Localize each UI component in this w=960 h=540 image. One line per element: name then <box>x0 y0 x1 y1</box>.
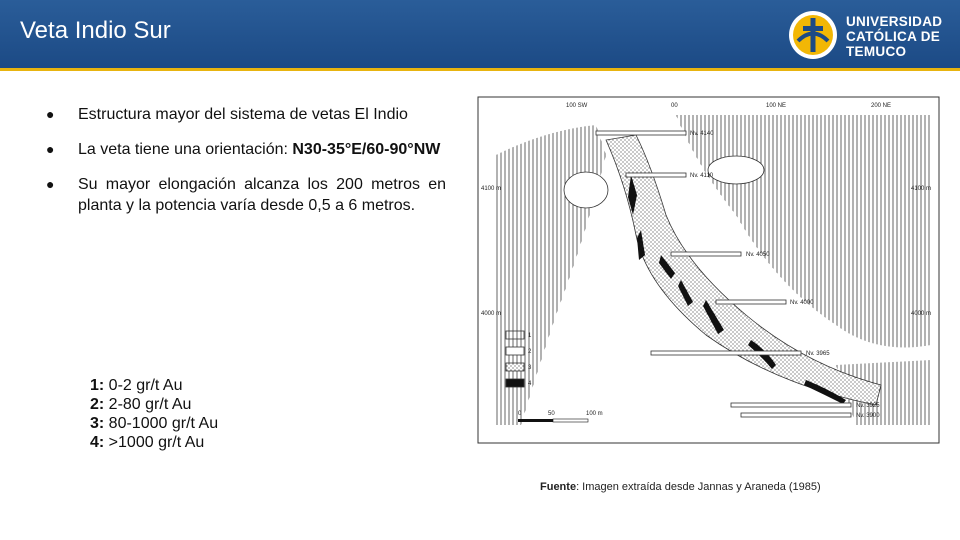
logo-line-1: UNIVERSIDAD <box>846 14 943 29</box>
scale-bar <box>518 419 588 422</box>
vein-section-map <box>476 95 941 445</box>
map-legend-num: 1 <box>528 333 532 339</box>
legend-key: 4: <box>90 434 105 451</box>
blob <box>708 156 764 184</box>
legend-row <box>90 376 218 395</box>
legend-row <box>90 433 218 452</box>
map-top-label: 00 <box>671 103 678 109</box>
map-legend-num: 4 <box>528 381 532 387</box>
elevation-label: 4100 m <box>481 186 502 192</box>
elevation-label: 4100 m <box>911 186 932 192</box>
grade-legend <box>90 376 218 452</box>
bullet-text: Su mayor elongación alcanza los 200 metros en planta y la potencia varía desde 0,5 a 6 metros. <box>78 176 446 214</box>
bullet-dot-icon: ● <box>46 176 55 192</box>
bullet-list <box>44 104 446 230</box>
bullet-dot-icon: ● <box>46 106 55 122</box>
slide-title: Veta Indio Sur <box>20 17 171 44</box>
map-legend-num: 3 <box>528 365 532 371</box>
map-top-label: 100 SW <box>566 103 588 109</box>
logo-wordmark <box>846 14 942 59</box>
legend-value: 2-80 gr/t Au <box>104 396 192 413</box>
legend-value: >1000 gr/t Au <box>104 434 205 451</box>
map-legend-num: 2 <box>528 349 532 355</box>
map-top-label: 100 NE <box>766 103 787 109</box>
legend-key: 3: <box>90 415 105 432</box>
elevation-label: 4000 m <box>481 311 502 317</box>
bullet-item <box>44 174 446 216</box>
legend-row <box>90 414 218 433</box>
legend-value: 80-1000 gr/t Au <box>104 415 219 432</box>
scale-label: 0 <box>518 411 522 417</box>
level-label: Nv. 3900 <box>856 413 880 419</box>
source-label: Fuente <box>540 481 577 493</box>
bullet-text: La veta tiene una orientación: <box>78 141 293 158</box>
level-label: Nv. 4110 <box>690 173 714 179</box>
level-label: Nv. 4050 <box>746 252 770 258</box>
map-top-label: 200 NE <box>871 103 892 109</box>
logo-line-3: TEMUCO <box>846 44 907 59</box>
bullet-item <box>44 139 446 160</box>
level-label: Nv. 4000 <box>790 300 814 306</box>
legend-key: 1: <box>90 377 105 394</box>
logo-line-2: CATÓLICA DE <box>846 29 941 44</box>
blob <box>564 172 608 208</box>
source-text: : Imagen extraída desde Jannas y Araneda (1985) <box>576 481 821 493</box>
scale-label: 50 <box>548 411 555 417</box>
header-accent-line <box>0 68 960 71</box>
bullet-text: Estructura mayor del sistema de vetas El Indio <box>78 106 408 123</box>
scale-label: 100 m <box>586 411 603 417</box>
legend-key: 2: <box>90 396 105 413</box>
image-source-note <box>540 481 821 493</box>
orientation-value: N30-35°E/60-90°NW <box>292 141 441 158</box>
legend-row <box>90 395 218 414</box>
level-label: Nv. 3925 <box>856 403 880 409</box>
level-label: Nv. 3965 <box>806 351 830 357</box>
level-label: Nv. 4140 <box>690 131 714 137</box>
elevation-label: 4000 m <box>911 311 932 317</box>
university-logo <box>786 8 956 62</box>
legend-value: 0-2 gr/t Au <box>104 377 183 394</box>
bullet-dot-icon: ● <box>46 141 55 157</box>
university-seal-icon <box>786 8 842 62</box>
bullet-item <box>44 104 446 125</box>
